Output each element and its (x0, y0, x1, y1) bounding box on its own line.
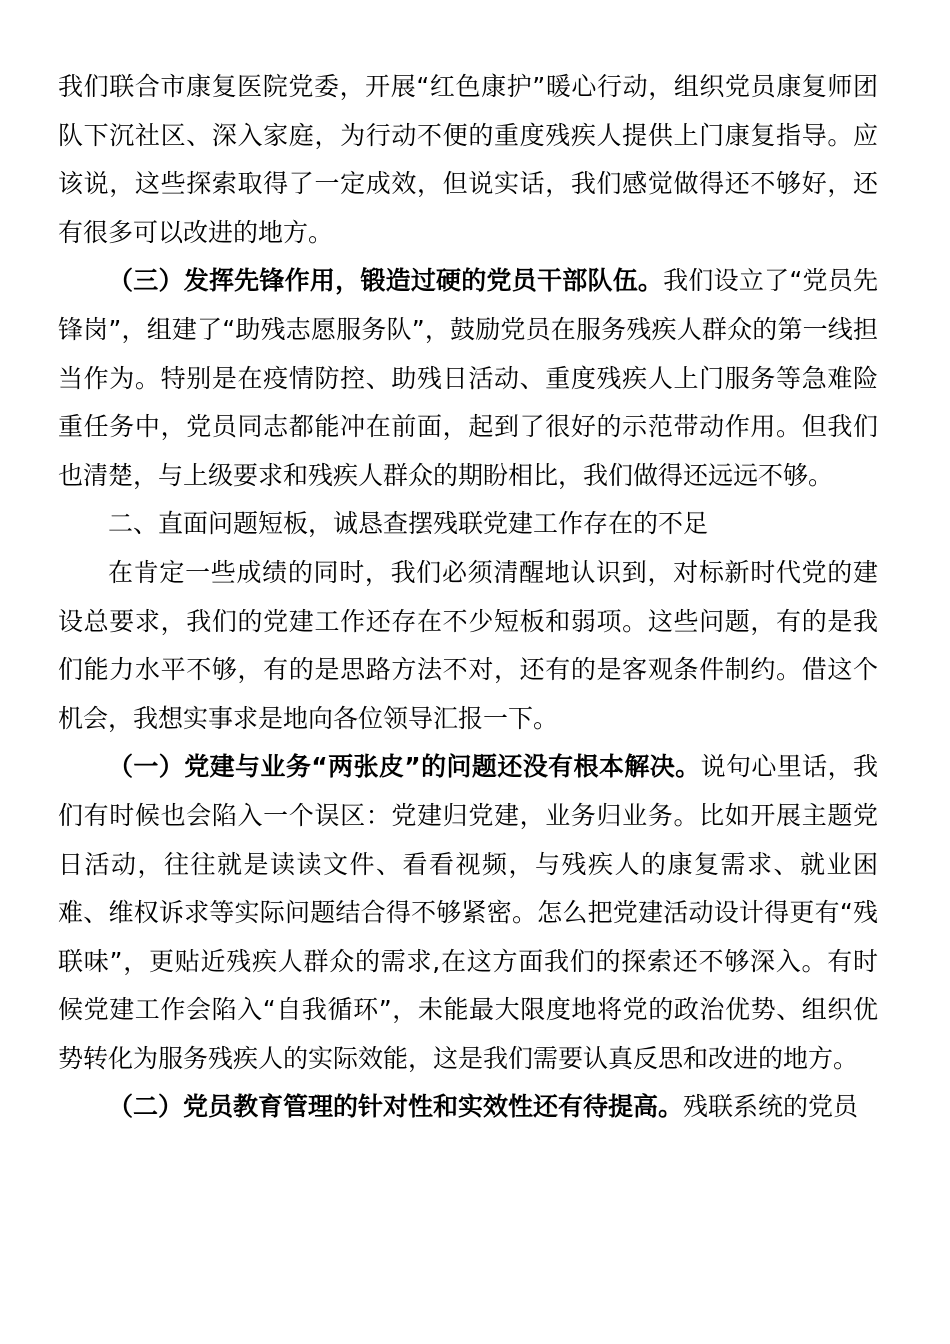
paragraph-section-two (58, 1083, 878, 1132)
paragraph-text: 残联系统的党员 (683, 1092, 859, 1122)
chapter-heading (58, 500, 878, 549)
section-heading-inline: （一）党建与业务“两张皮”的问题还没有根本解决。 (108, 752, 701, 782)
paragraph-text: 我们联合市康复医院党委，开展“红色康护”暖心行动，组织党员康复师团队下沉社区、深入家庭，为行动不便的重度残疾人提供上门康复指导。应该说，这些探索取得了一定成效，但说实话，我们感觉做得还不够好，还有很多可以改进的地方。 (58, 72, 878, 247)
paragraph-section-three (58, 257, 878, 500)
paragraph-intro (58, 549, 878, 743)
paragraph-text: 我们设立了“党员先锋岗”，组建了“助残志愿服务队”，鼓励党员在服务残疾人群众的第一线担当作为。特别是在疫情防控、助残日活动、重度残疾人上门服务等急难险重任务中，党员同志都能冲在前面，起到了很好的示范带动作用。但我们也清楚，与上级要求和残疾人群众的期盼相比，我们做得还远远不够。 (58, 266, 878, 490)
paragraph-text: 在肯定一些成绩的同时，我们必须清醒地认识到，对标新时代党的建设总要求，我们的党建工作还存在不少短板和弱项。这些问题，有的是我们能力水平不够，有的是思路方法不对，还有的是客观条件制约。借这个机会，我想实事求是地向各位领导汇报一下。 (58, 557, 878, 733)
paragraph-text: 说句心里话，我们有时候也会陷入一个误区：党建归党建，业务归业务。比如开展主题党日活动，往往就是读读文件、看看视频，与残疾人的康复需求、就业困难、维权诉求等实际问题结合得不够紧密。怎么把党建活动设计得更有“残联味”，更贴近残疾人群众的需求,在这方面我们的探索还不够深入。有时候党建工作会陷入“自我循环”，未能最大限度地将党的政治优势、组织优势转化为服务残疾人的实际效能，这是我们需要认真反思和改进的地方。 (58, 752, 878, 1073)
chapter-heading-text: 二、直面问题短板，诚恳查摆残联党建工作存在的不足 (108, 509, 709, 539)
section-heading-inline: （二）党员教育管理的针对性和实效性还有待提高。 (108, 1092, 684, 1122)
document-page (58, 63, 878, 1132)
paragraph-continued (58, 63, 878, 257)
section-heading-inline: （三）发挥先锋作用，锻造过硬的党员干部队伍。 (108, 266, 664, 296)
paragraph-section-one (58, 743, 878, 1083)
